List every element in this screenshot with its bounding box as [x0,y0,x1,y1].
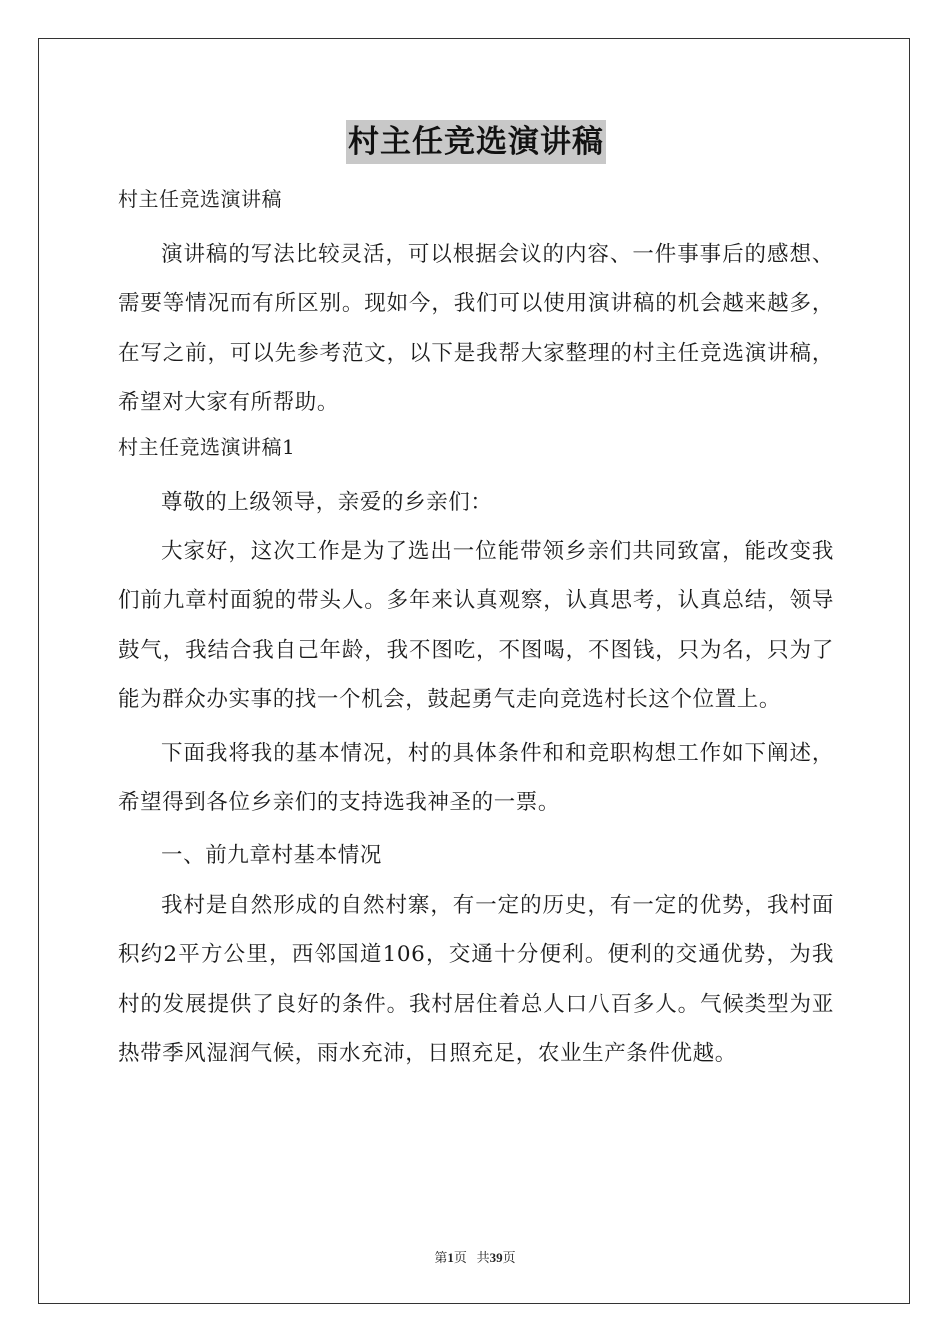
body-paragraph-3: 我村是自然形成的自然村寨，有一定的历史，有一定的优势，我村面积约2平方公里，西邻国道106，交通十分便利。便利的交通优势，为我村的发展提供了良好的条件。我村居住着总人口八百多人。气候类型为亚热带季风湿润气候，雨水充沛，日照充足，农业生产条件优越。 [118,892,834,1067]
total-prefix: 共 [476,1250,490,1265]
page-number: 1 [447,1250,454,1265]
page-prefix: 第 [434,1250,448,1265]
document-title [118,120,834,170]
page-suffix: 页 [453,1250,467,1265]
highlighted-title: 村主任竞选演讲稿 [346,120,606,164]
subtitle: 村主任竞选演讲稿 [118,187,282,211]
total-pages: 39 [489,1250,503,1265]
intro-paragraph: 演讲稿的写法比较灵活，可以根据会议的内容、一件事事后的感想、需要等情况而有所区别。现如今，我们可以使用演讲稿的机会越来越多，在写之前，可以先参考范文，以下是我帮大家整理的村主任竞选演讲稿，希望对大家有所帮助。 [118,242,834,416]
section-heading: 村主任竞选演讲稿1 [118,434,296,459]
total-suffix: 页 [502,1250,516,1265]
page-footer [0,1247,950,1266]
document-body [118,120,834,1083]
salutation-paragraph: 尊敬的上级领导，亲爱的乡亲们： [161,489,493,515]
body-paragraph-1: 大家好，这次工作是为了选出一位能带领乡亲们共同致富，能改变我们前九章村面貌的带头人。多年来认真观察，认真思考，认真总结，领导鼓气，我结合我自己年龄，我不图吃，不图喝，不图钱，只为名，只为了能为群众办实事的找一个机会，鼓起勇气走向竞选村长这个位置上。 [118,539,834,713]
body-paragraph-2: 下面我将我的基本情况，村的具体条件和和竞职构想工作如下阐述，希望得到各位乡亲们的支持选我神圣的一票。 [118,740,834,816]
section-subheading: 一、前九章村基本情况 [161,843,383,869]
